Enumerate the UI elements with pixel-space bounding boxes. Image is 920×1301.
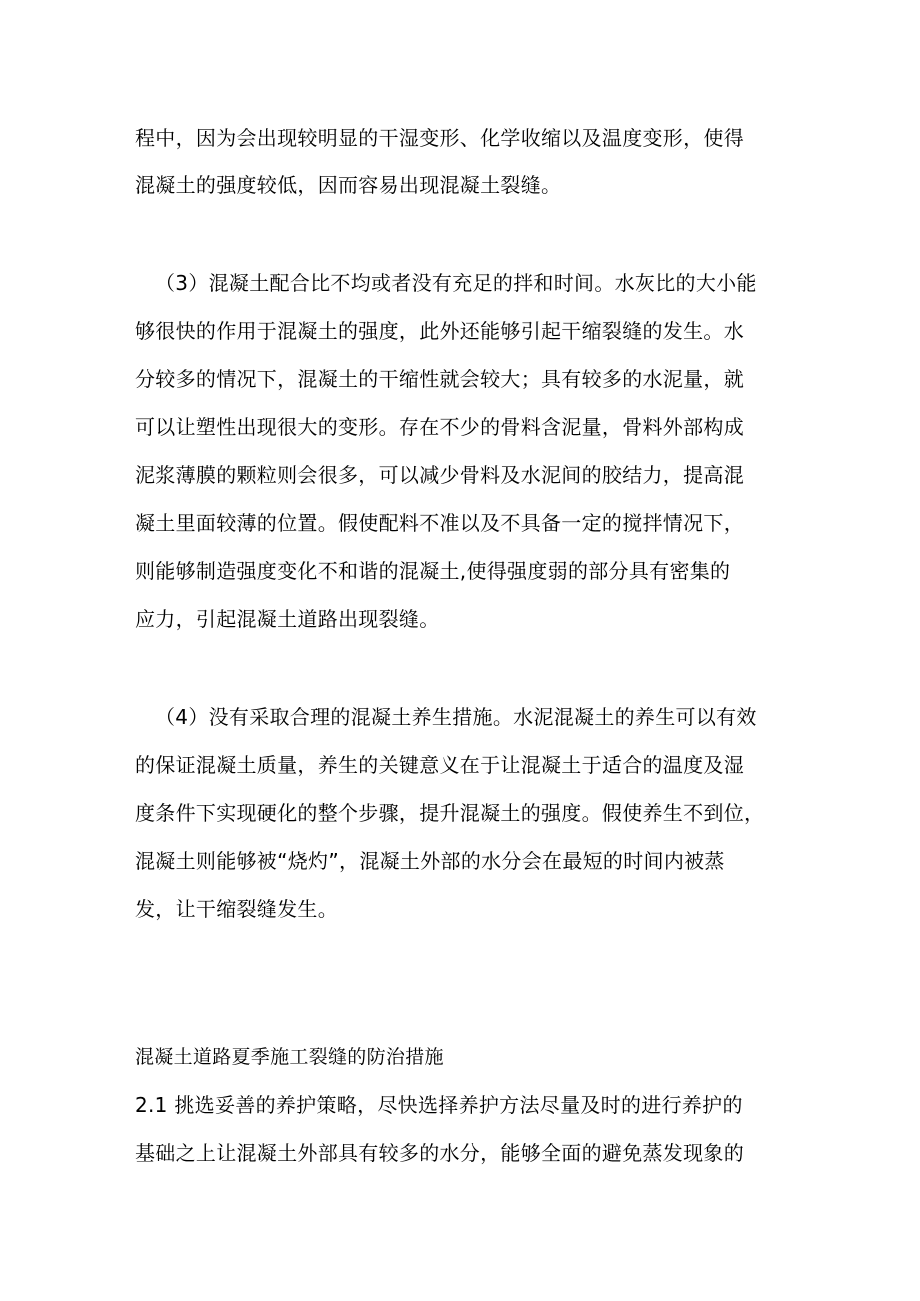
paragraph-4-line-2: 的保证混凝土质量，养生的关键意义在于让混凝土于适合的温度及湿 bbox=[135, 753, 744, 777]
paragraph-4-line-1: （4）没有采取合理的混凝土养生措施。水泥混凝土的养生可以有效 bbox=[155, 705, 757, 729]
paragraph-3-line-2: 够很快的作用于混凝土的强度，此外还能够引起干缩裂缝的发生。水 bbox=[135, 319, 744, 343]
paragraph-3-line-3: 分较多的情况下，混凝土的干缩性就会较大；具有较多的水泥量，就 bbox=[135, 367, 744, 391]
paragraph-3-line-6: 凝土里面较薄的位置。假使配料不准以及不具备一定的搅拌情况下， bbox=[135, 511, 744, 535]
paragraph-3-line-7: 则能够制造强度变化不和谐的混凝土,使得强度弱的部分具有密集的 bbox=[135, 559, 731, 583]
paragraph-3-line-4: 可以让塑性出现很大的变形。存在不少的骨料含泥量，骨料外部构成 bbox=[135, 415, 744, 439]
paragraph-1-line-2: 混凝土的强度较低，因而容易出现混凝土裂缝。 bbox=[135, 173, 562, 197]
paragraph-1-line-1: 程中，因为会出现较明显的干湿变形、化学收缩以及温度变形，使得 bbox=[135, 126, 744, 150]
paragraph-3-line-8: 应力，引起混凝土道路出现裂缝。 bbox=[135, 607, 440, 631]
paragraph-4-line-4: 混凝土则能够被“烧灼”，混凝土外部的水分会在最短的时间内被蒸 bbox=[135, 849, 725, 873]
paragraph-4-line-5: 发，让干缩裂缝发生。 bbox=[135, 897, 338, 921]
section-heading: 混凝土道路夏季施工裂缝的防治措施 bbox=[135, 1046, 444, 1068]
paragraph-3-line-5: 泥浆薄膜的颗粒则会很多，可以减少骨料及水泥间的胶结力，提高混 bbox=[135, 463, 744, 487]
paragraph-4-line-3: 度条件下实现硬化的整个步骤，提升混凝土的强度。假使养生不到位， bbox=[135, 801, 765, 825]
subsection-2-1-line-1: 2.1 挑选妥善的养护策略，尽快选择养护方法尽量及时的进行养护的 bbox=[135, 1093, 743, 1117]
subsection-2-1-line-2: 基础之上让混凝土外部具有较多的水分，能够全面的避免蒸发现象的 bbox=[135, 1141, 744, 1165]
paragraph-3-line-1: （3）混凝土配合比不均或者没有充足的拌和时间。水灰比的大小能 bbox=[155, 271, 757, 295]
